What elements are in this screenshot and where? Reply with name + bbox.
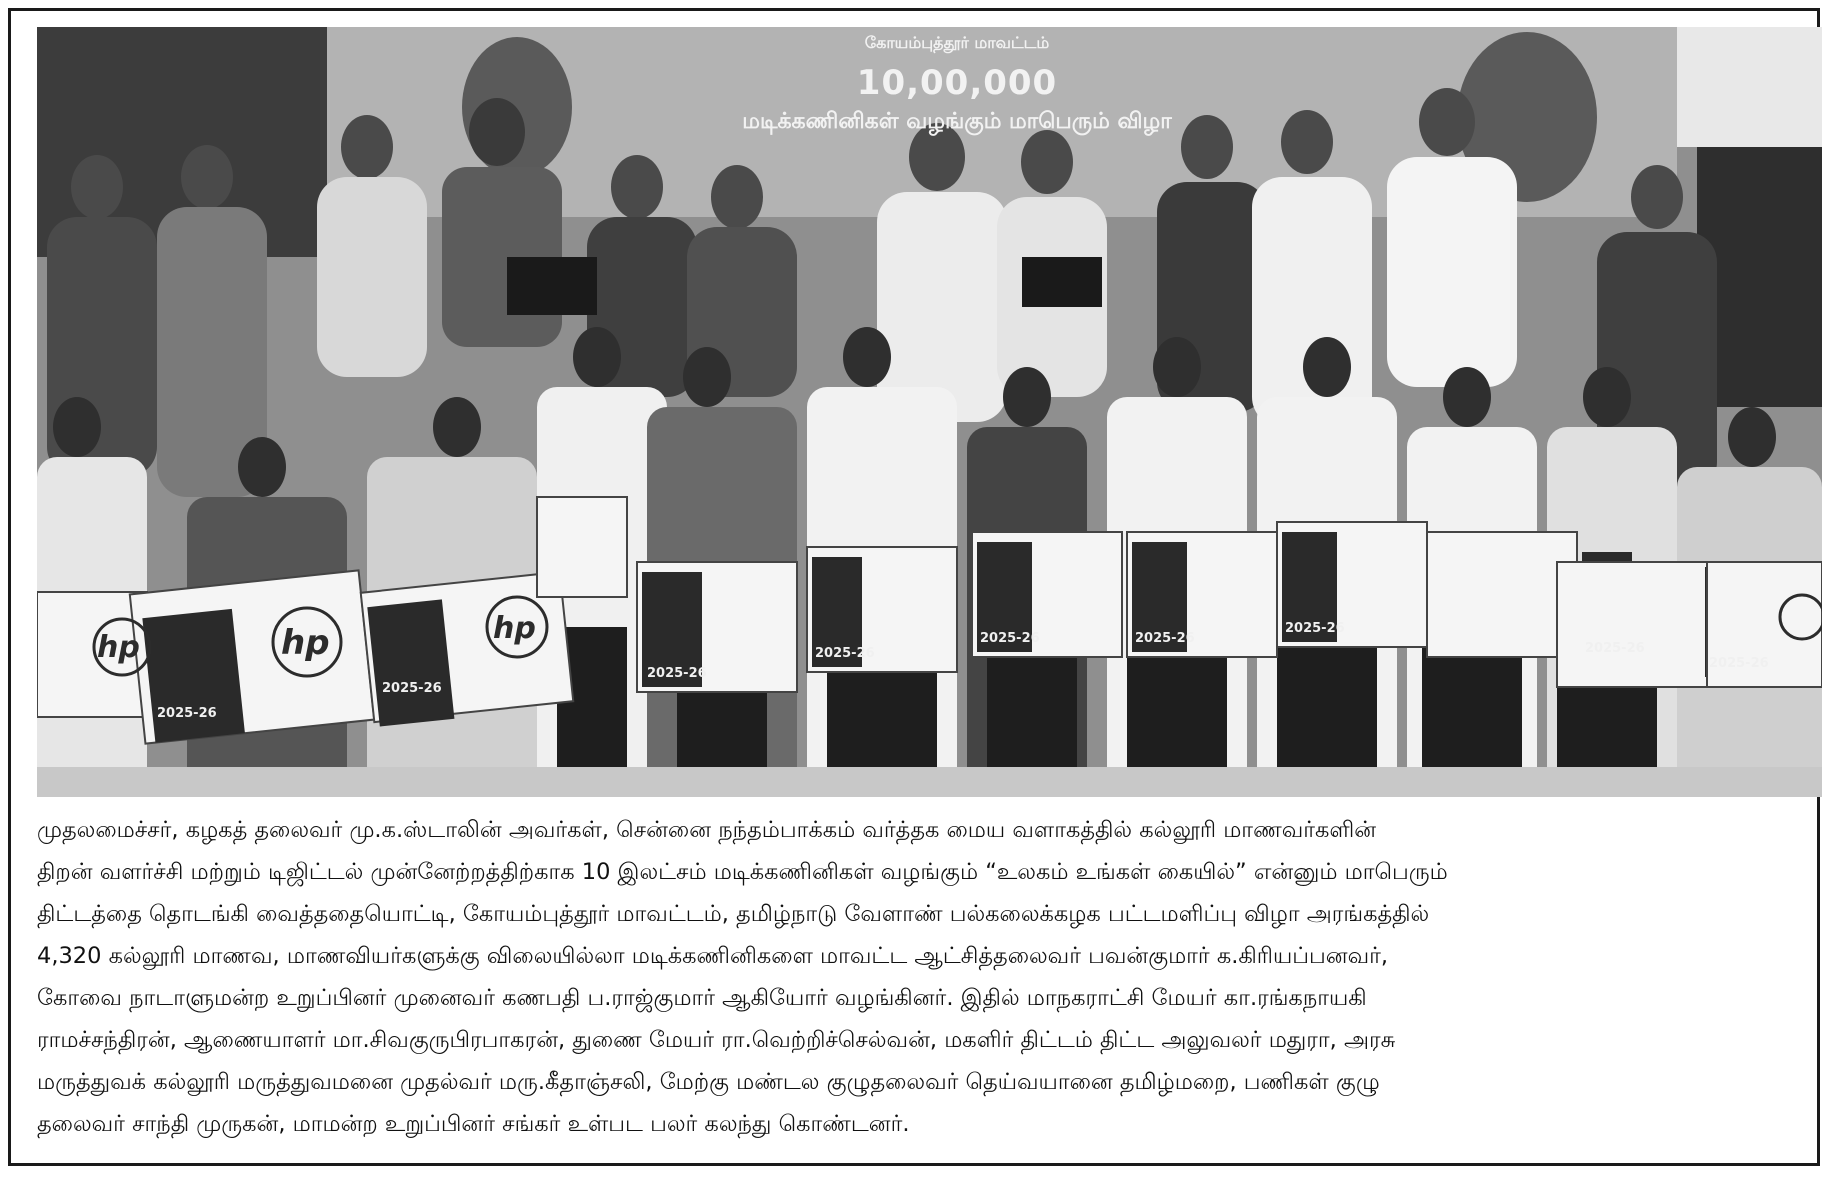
caption-line: ராமச்சந்திரன், ஆணையாளர் மா.சிவகுருபிரபாகரன், துணை மேயர் ரா.வெற்றிச்செல்வன், மகளிர் திட்டம் திட்ட அலுவலர் மதுரா, அரசு (37, 1027, 1396, 1053)
hp-logo-text: hp (97, 630, 140, 665)
box-year-label: 2025-26 (1585, 641, 1645, 656)
box-year-label: 2025-26 (815, 646, 875, 661)
box-year-label: 2025-26 (1135, 631, 1195, 646)
hp-logo-text: hp (493, 611, 536, 646)
caption-line: தலைவர் சாந்தி முருகன், மாமன்ற உறுப்பினர் சங்கர் உள்பட பலர் கலந்து கொண்டனர். (37, 1111, 910, 1137)
box-year-label: 2025-26 (980, 631, 1040, 646)
caption-line: திறன் வளர்ச்சி மற்றும் டிஜிட்டல் முன்னேற்றத்திற்காக 10 இலட்சம் மடிக்கணினிகள் வழங்கும் “உலகம் உங்கள் கையில்” என்னும் மாபெரும் (37, 859, 1448, 885)
caption-line: திட்டத்தை தொடங்கி வைத்ததையொட்டி, கோயம்புத்தூர் மாவட்டம், தமிழ்நாடு வேளாண் பல்கலைக்கழக பட்டமளிப்பு விழா அரங்கத்தில் (37, 901, 1430, 927)
event-photo-illustration (37, 27, 1822, 797)
laptop-open-right (1022, 257, 1102, 307)
caption-line: 4,320 கல்லூரி மாணவ, மாணவியர்களுக்கு விலையில்லா மடிக்கணினிகளை மாவட்ட ஆட்சித்தலைவர் பவன்குமார் க.கிரியப்பனவர், (37, 943, 1389, 969)
laptop-open-left (507, 257, 597, 315)
box-year-label: 2025-26 (1709, 656, 1769, 671)
hp-logo-text: hp (281, 623, 330, 663)
caption-line: முதலமைச்சர், கழகத் தலைவர் மு.க.ஸ்டாலின் அவர்கள், சென்னை நந்தம்பாக்கம் வர்த்தக மைய வளாகத்தில் கல்லூரி மாணவர்களின் (37, 817, 1377, 843)
box-year-label: 2025-26 (382, 681, 442, 696)
banner-district-name: கோயம்புத்தூர் மாவட்டம் (864, 33, 1050, 52)
banner-event-title: மடிக்கணினிகள் வழங்கும் மாபெரும் விழா (742, 109, 1172, 134)
caption-line: மருத்துவக் கல்லூரி மருத்துவமனை முதல்வர் மரு.கீதாஞ்சலி, மேற்கு மண்டல குழுதலைவர் தெய்வயானை தமிழ்மறை, பணிகள் குழு (37, 1069, 1380, 1095)
box-year-label: 2025-26 (1285, 621, 1345, 636)
news-caption (37, 809, 1822, 1145)
caption-line: கோவை நாடாளுமன்ற உறுப்பினர் முனைவர் கணபதி ப.ராஜ்குமார் ஆகியோர் வழங்கினர். இதில் மாநகராட்சி மேயர் கா.ரங்கநாயகி (37, 985, 1367, 1011)
box-year-label: 2025-26 (157, 706, 217, 721)
event-photo (37, 27, 1822, 797)
box-year-label: 2025-26 (647, 666, 707, 681)
banner-laptop-count: 10,00,000 (856, 63, 1058, 103)
news-clipping-frame (8, 8, 1820, 1166)
